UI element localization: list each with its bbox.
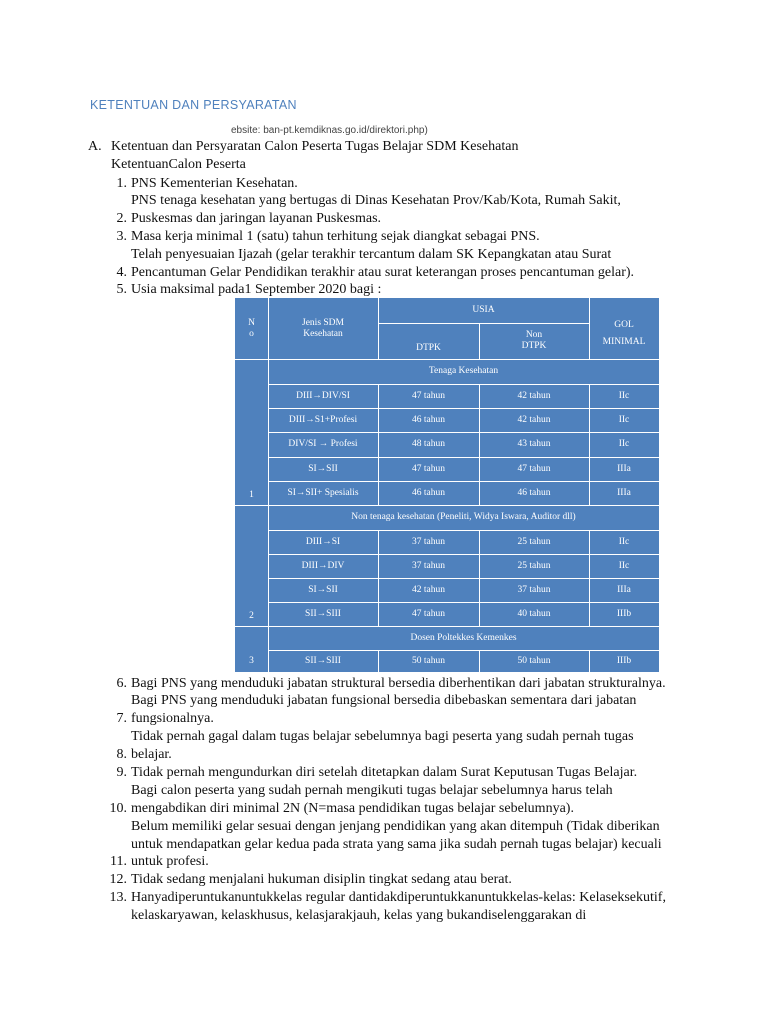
item-number: 6. — [116, 676, 127, 691]
cell-jenis: SI→SII+ Spesialis — [287, 487, 359, 498]
cell-jenis: DIII→DIV/SI — [296, 390, 350, 401]
section-a-marker: A. — [88, 139, 102, 154]
grid-line — [268, 432, 659, 433]
cell-non-dtpk: 25 tahun — [517, 536, 551, 547]
item-number: 12. — [109, 872, 127, 887]
cell-dtpk: 37 tahun — [412, 536, 445, 547]
item-number: 5. — [116, 282, 127, 297]
item-number: 1. — [116, 176, 127, 191]
cell-non-dtpk: 50 tahun — [517, 655, 551, 666]
cell-gol: IIIa — [617, 487, 631, 498]
group-number: 1 — [249, 490, 254, 500]
item-text: Puskesmas dan jaringan layanan Puskesmas. — [131, 211, 382, 226]
cell-gol: IIc — [618, 439, 630, 449]
website-note: ebsite: ban-pt.kemdiknas.go.id/direktori.php) — [231, 125, 428, 136]
item-text: PNS tenaga kesehatan yang bertugas di Dinas Kesehatan Prov/Kab/Kota, Rumah Sakit, — [131, 193, 621, 208]
header-no: N o — [248, 317, 255, 339]
grid-line — [479, 650, 480, 672]
cell-jenis: DIII→SI — [305, 536, 341, 547]
grid-line — [268, 408, 659, 409]
cell-non-dtpk: 46 tahun — [517, 487, 551, 498]
grid-line — [268, 457, 659, 458]
item-number: 8. — [116, 747, 127, 762]
item-number: 2. — [116, 211, 127, 226]
header-gol-minimal: GOL MINIMAL — [602, 319, 646, 347]
item-text: untuk profesi. — [131, 854, 209, 869]
item-text: Belum memiliki gelar sesuai dengan jenjang pendidikan yang akan ditempuh (Tidak diberikan — [131, 819, 660, 834]
item-text: PNS Kementerian Kesehatan. — [131, 176, 298, 191]
item-number: 11. — [110, 854, 127, 869]
grid-line — [235, 359, 659, 360]
item-number: 13. — [109, 890, 127, 905]
cell-dtpk: 47 tahun — [412, 463, 445, 474]
cell-gol: IIc — [618, 560, 630, 571]
item-number: 3. — [116, 229, 127, 244]
header-jenis: Jenis SDM Kesehatan — [302, 317, 344, 339]
cell-gol: IIIa — [617, 584, 631, 595]
group-title: Non tenaga kesehatan (Peneliti, Widya Iswara, Auditor dll) — [351, 512, 576, 522]
age-requirements-table — [235, 298, 659, 672]
grid-line — [268, 384, 659, 385]
cell-jenis: SII→SIII — [305, 608, 341, 619]
item-text: Bagi calon peserta yang sudah pernah mengikuti tugas belajar sebelumnya harus telah — [131, 783, 613, 798]
cell-jenis: DIII→S1+Profesi — [288, 414, 358, 425]
item-text: Tidak pernah mengundurkan diri setelah ditetapkan dalam Surat Keputusan Tugas Belajar. — [131, 765, 638, 780]
cell-jenis: SI→SII — [308, 463, 338, 474]
grid-line — [235, 626, 659, 627]
item-text: Masa kerja minimal 1 (satu) tahun terhitung sejak diangkat sebagai PNS. — [131, 229, 540, 244]
grid-line — [268, 298, 269, 672]
cell-jenis: DIII→DIV — [301, 560, 345, 571]
group-number: 2 — [249, 611, 254, 621]
item-text: untuk mendapatkan gelar kedua pada strata yang sama jika sudah pernah tugas belajar) kecuali — [131, 837, 662, 852]
cell-gol: IIIb — [616, 608, 632, 619]
grid-line — [479, 384, 480, 505]
header-non-dtpk: Non DTPK — [521, 330, 547, 351]
item-text: Bagi PNS yang menduduki jabatan struktural bersedia diberhentikan dari jabatan strukturalnya. — [131, 676, 666, 691]
cell-dtpk: 46 tahun — [412, 414, 445, 425]
grid-line — [268, 530, 659, 531]
grid-line — [589, 650, 590, 672]
cell-non-dtpk: 37 tahun — [517, 584, 551, 595]
grid-line — [378, 384, 379, 505]
cell-dtpk: 47 tahun — [412, 608, 445, 619]
cell-dtpk: 50 tahun — [412, 655, 445, 666]
section-a-subtitle: KetentuanCalon Peserta — [111, 157, 246, 172]
cell-dtpk: 48 tahun — [412, 439, 445, 449]
section-a-title: Ketentuan dan Persyaratan Calon Peserta Tugas Belajar SDM Kesehatan — [111, 139, 519, 154]
item-text: Tidak pernah gagal dalam tugas belajar sebelumnya bagi peserta yang sudah pernah tugas — [131, 729, 634, 744]
grid-line — [268, 650, 659, 651]
grid-line — [378, 650, 379, 672]
item-text: Telah penyesuaian Ijazah (gelar terakhir tercantum dalam SK Kepangkatan atau Surat — [131, 247, 612, 262]
item-text: Bagi PNS yang menduduki jabatan fungsional bersedia dibebaskan sementara dari jabatan — [131, 693, 637, 708]
cell-dtpk: 46 tahun — [412, 487, 445, 498]
grid-line — [268, 578, 659, 579]
item-number: 9. — [116, 765, 127, 780]
group-title: Dosen Poltekkes Kemenkes — [410, 632, 517, 643]
cell-non-dtpk: 25 tahun — [517, 560, 551, 571]
cell-non-dtpk: 40 tahun — [517, 608, 551, 619]
grid-line — [268, 602, 659, 603]
cell-non-dtpk: 43 tahun — [517, 439, 551, 449]
grid-line — [378, 323, 589, 324]
group-title: Tenaga Kesehatan — [428, 366, 499, 376]
grid-line — [268, 481, 659, 482]
item-text: belajar. — [131, 747, 172, 762]
cell-jenis: SII→SIII — [305, 655, 341, 666]
cell-dtpk: 37 tahun — [412, 560, 445, 571]
cell-non-dtpk: 47 tahun — [517, 463, 551, 474]
cell-gol: IIc — [618, 536, 630, 547]
cell-gol: IIc — [618, 414, 630, 425]
cell-gol: IIIa — [617, 463, 631, 474]
cell-jenis: SI→SII — [308, 584, 338, 595]
item-text: mengabdikan diri minimal 2N (N=masa pendidikan tugas belajar sebelumnya). — [131, 801, 574, 816]
grid-line — [479, 323, 480, 359]
grid-line — [378, 298, 379, 359]
grid-line — [589, 384, 590, 505]
cell-dtpk: 42 tahun — [412, 584, 445, 595]
page-heading: KETENTUAN DAN PERSYARATAN — [90, 98, 297, 112]
cell-jenis: DIV/SI → Profesi — [288, 439, 358, 449]
item-text: Pencantuman Gelar Pendidikan terakhir atau surat keterangan proses pencantuman gelar). — [131, 265, 635, 280]
item-text: kelaskaryawan, kelaskhusus, kelasjarakjauh, kelas yang bukandiselenggarakan di — [131, 908, 587, 923]
item-text: Tidak sedang menjalani hukuman disiplin tingkat sedang atau berat. — [131, 872, 512, 887]
item-number: 7. — [116, 711, 127, 726]
header-dtpk: DTPK — [416, 343, 441, 353]
cell-non-dtpk: 42 tahun — [517, 414, 551, 425]
item-number: 4. — [116, 265, 127, 280]
item-text: Usia maksimal pada1 September 2020 bagi : — [131, 282, 382, 297]
cell-non-dtpk: 42 tahun — [517, 390, 551, 401]
cell-gol: IIIb — [616, 655, 632, 666]
grid-line — [235, 505, 659, 506]
item-text: fungsionalnya. — [131, 711, 214, 726]
grid-line — [589, 298, 590, 359]
item-number: 10. — [109, 801, 127, 816]
item-text: Hanyadiperuntukanuntukkelas regular dantidakdiperuntukkanuntukkelas-kelas: Kelaseksekutif, — [131, 890, 666, 905]
cell-gol: IIc — [618, 390, 630, 401]
group-number: 3 — [249, 656, 254, 666]
header-usia: USIA — [472, 305, 495, 315]
grid-line — [268, 554, 659, 555]
cell-dtpk: 47 tahun — [412, 390, 445, 401]
